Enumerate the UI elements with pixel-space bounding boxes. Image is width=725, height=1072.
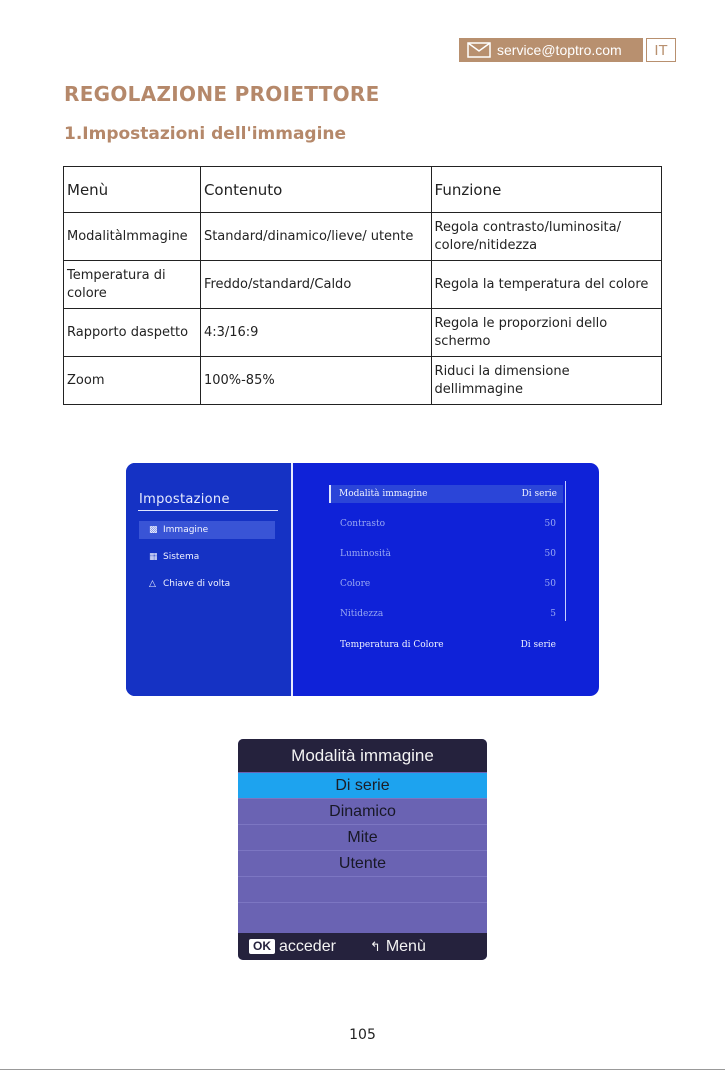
email-badge[interactable] (459, 38, 643, 62)
setting-label: Luminosità (340, 549, 391, 559)
setting-label: Modalità immagine (339, 489, 428, 499)
setting-value: Di serie (521, 489, 557, 499)
table-row (64, 309, 662, 357)
setting-label: Nitidezza (340, 609, 384, 619)
page-bottom-rule (0, 1069, 725, 1070)
settings-table (63, 166, 662, 405)
option-di-serie[interactable]: Di serie (238, 773, 487, 799)
settings-title: Impostazione (139, 492, 230, 507)
ok-label: acceder (279, 937, 336, 955)
keystone-icon: △ (149, 579, 156, 589)
setting-row-colore[interactable] (330, 575, 562, 593)
table-cell: Regola la temperatura del colore (431, 261, 661, 309)
setting-label: Contrasto (340, 519, 386, 529)
setting-row-nitidezza[interactable] (330, 605, 562, 623)
ok-key[interactable]: OK (249, 939, 275, 954)
table-header-row (64, 167, 662, 213)
table-row (64, 213, 662, 261)
setting-label: Colore (340, 579, 371, 589)
scrollbar[interactable] (565, 481, 566, 621)
section-title: 1.Impostazioni dell'immagine (64, 124, 347, 144)
envelope-icon (467, 42, 491, 58)
sidebar-divider (291, 463, 293, 696)
setting-value: Di serie (520, 640, 556, 650)
table-cell: Standard/dinamico/lieve/ utente (200, 213, 431, 261)
popup-title: Modalità immagine (238, 739, 487, 772)
setting-label: Temperatura di Colore (340, 640, 444, 650)
email-text: service@toptro.com (497, 42, 622, 58)
title-underline (138, 510, 278, 511)
popup-footer (238, 933, 487, 960)
sidebar-item-label: Immagine (163, 525, 209, 535)
table-cell: Rapporto daspetto (64, 309, 201, 357)
table-cell: Regola contrasto/luminosita/ colore/nitidezza (431, 213, 661, 261)
empty-option-row (238, 903, 487, 928)
settings-screen (126, 463, 599, 696)
table-header: Funzione (431, 167, 661, 213)
table-row (64, 357, 662, 405)
setting-value: 50 (544, 519, 556, 529)
sidebar-item-immagine[interactable] (139, 521, 275, 539)
sidebar-item-chiave-di-volta[interactable] (139, 575, 275, 593)
table-header: Contenuto (200, 167, 431, 213)
setting-value: 50 (544, 549, 556, 559)
table-cell: 4:3/16:9 (200, 309, 431, 357)
empty-option-row (238, 877, 487, 903)
sidebar-item-label: Chiave di volta (163, 579, 231, 589)
back-label: Menù (385, 937, 426, 955)
table-cell: Freddo/standard/Caldo (200, 261, 431, 309)
table-header: Menù (64, 167, 201, 213)
language-badge: IT (646, 38, 676, 62)
picture-icon: ▩ (149, 525, 158, 535)
setting-row-modalita[interactable] (329, 485, 563, 503)
table-cell: Zoom (64, 357, 201, 405)
table-cell: Temperatura di colore (64, 261, 201, 309)
grid-icon: ▦ (149, 552, 158, 562)
table-cell: Modalitàlmmagine (64, 213, 201, 261)
setting-value: 50 (544, 579, 556, 589)
sidebar-item-label: Sistema (163, 552, 200, 562)
setting-row-contrasto[interactable] (330, 515, 562, 533)
setting-row-temperatura[interactable] (330, 636, 562, 654)
table-row (64, 261, 662, 309)
option-utente[interactable]: Utente (238, 851, 487, 877)
setting-row-luminosita[interactable] (330, 545, 562, 563)
setting-value: 5 (550, 609, 556, 619)
page-number: 105 (349, 1027, 376, 1043)
table-cell: Riduci la dimensione dellimmagine (431, 357, 661, 405)
option-dinamico[interactable]: Dinamico (238, 799, 487, 825)
table-cell: 100%-85% (200, 357, 431, 405)
page-title: REGOLAZIONE PROIETTORE (64, 82, 380, 106)
back-arrow-icon[interactable]: ↰ (369, 938, 381, 954)
picture-mode-popup (238, 739, 487, 960)
sidebar-item-sistema[interactable] (139, 548, 275, 566)
table-cell: Regola le proporzioni dello schermo (431, 309, 661, 357)
option-mite[interactable]: Mite (238, 825, 487, 851)
